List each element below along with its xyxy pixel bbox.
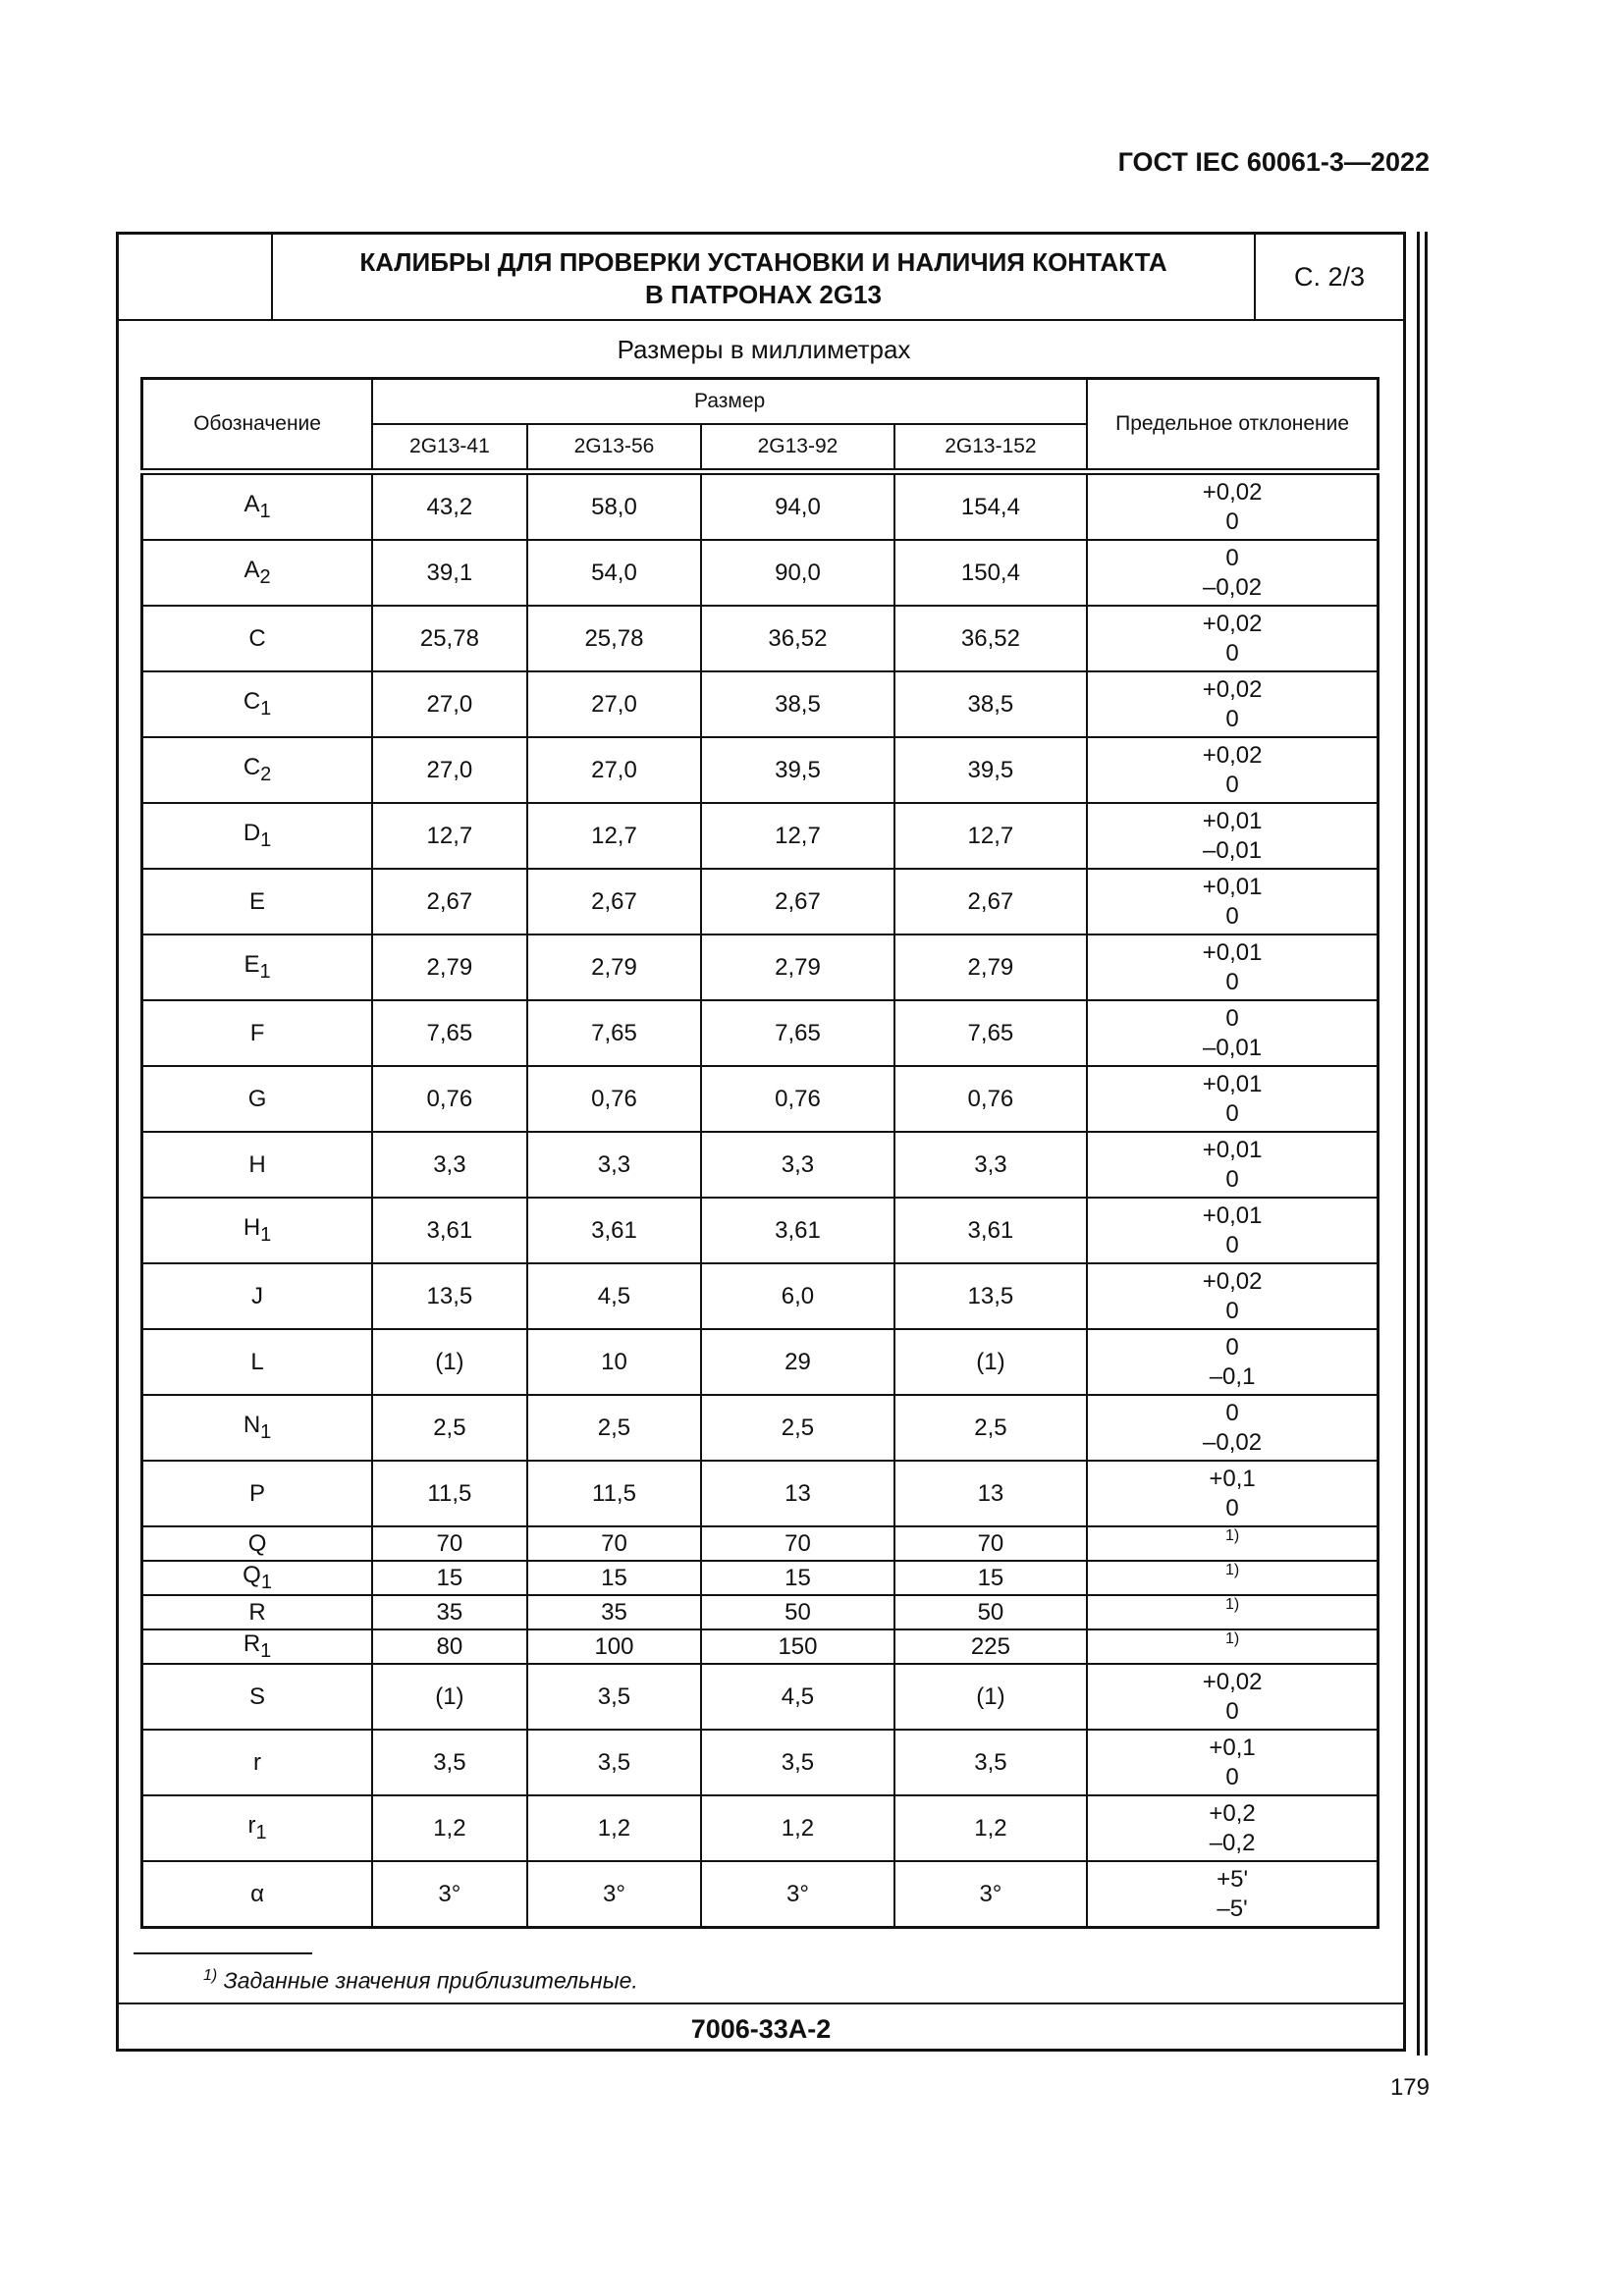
table-row xyxy=(142,803,1379,869)
designation-symbol: L xyxy=(250,1348,264,1375)
tolerance-cell xyxy=(1087,1263,1378,1329)
tolerance-lower: –0,1 xyxy=(1209,1362,1256,1390)
sheet-code: 7006-33A-2 xyxy=(119,2002,1403,2054)
size-value-cell: 2,67 xyxy=(894,869,1087,934)
size-value-cell: 2,67 xyxy=(372,869,527,934)
tolerance-upper: +0,1 xyxy=(1209,1465,1256,1492)
tolerance-lower: 0 xyxy=(1225,1697,1239,1725)
tolerance-upper: +0,02 xyxy=(1202,610,1263,637)
tolerance-upper: +0,02 xyxy=(1202,1668,1263,1695)
size-value-cell: 3,3 xyxy=(894,1132,1087,1198)
table-row xyxy=(142,934,1379,1000)
tolerance-upper: 0 xyxy=(1225,1333,1239,1361)
size-value-cell: 25,78 xyxy=(527,606,702,671)
tolerance-note-cell xyxy=(1087,1595,1378,1629)
size-value-cell: 90,0 xyxy=(701,540,893,606)
designation-symbol: D xyxy=(243,820,261,847)
footnote-ref: 1) xyxy=(1224,1596,1240,1613)
designation-cell xyxy=(142,671,373,737)
designation-cell xyxy=(142,472,373,541)
tolerance-lower: –5' xyxy=(1217,1895,1248,1922)
sheet-header xyxy=(119,235,1403,321)
table-row xyxy=(142,1629,1379,1664)
table-row xyxy=(142,737,1379,803)
header-size-col: 2G13-92 xyxy=(701,424,893,472)
header-size-col: 2G13-56 xyxy=(527,424,702,472)
table-row xyxy=(142,540,1379,606)
table-row xyxy=(142,1000,1379,1066)
size-value-cell: 3,5 xyxy=(372,1730,527,1795)
designation-symbol: r xyxy=(247,1812,256,1840)
size-value-cell: 3,61 xyxy=(894,1198,1087,1263)
footnote-ref: 1) xyxy=(1224,1630,1240,1647)
tolerance-lower: 0 xyxy=(1225,639,1239,667)
designation-subscript: 2 xyxy=(259,565,271,588)
size-value-cell: 3,5 xyxy=(527,1664,702,1730)
tolerance-cell xyxy=(1087,1730,1378,1795)
size-value-cell: 15 xyxy=(527,1561,702,1595)
size-value-cell: 36,52 xyxy=(701,606,893,671)
tolerance-upper: 0 xyxy=(1225,1399,1239,1426)
size-value-cell: 3° xyxy=(701,1861,893,1928)
size-value-cell: 12,7 xyxy=(701,803,893,869)
designation-symbol: N xyxy=(243,1412,261,1439)
size-value-cell: 7,65 xyxy=(527,1000,702,1066)
size-value-cell: 43,2 xyxy=(372,472,527,541)
tolerance-lower: 0 xyxy=(1225,1494,1239,1522)
tolerance-cell xyxy=(1087,1329,1378,1395)
tolerance-lower: 0 xyxy=(1225,507,1239,535)
designation-subscript: 1 xyxy=(260,1571,272,1593)
size-value-cell: 27,0 xyxy=(527,671,702,737)
sheet-frame xyxy=(116,232,1406,2052)
tolerance-lower: 0 xyxy=(1225,1231,1239,1258)
designation-subscript: 2 xyxy=(260,763,272,785)
size-value-cell: 94,0 xyxy=(701,472,893,541)
size-value-cell: 3° xyxy=(372,1861,527,1928)
size-value-cell: 2,79 xyxy=(527,934,702,1000)
table-row xyxy=(142,1595,1379,1629)
tolerance-lower: 0 xyxy=(1225,1297,1239,1324)
size-value-cell: 1,2 xyxy=(701,1795,893,1861)
tolerance-cell xyxy=(1087,1461,1378,1526)
size-value-cell: 29 xyxy=(701,1329,893,1395)
tolerance-lower: –0,01 xyxy=(1203,1034,1263,1061)
size-value-cell: 7,65 xyxy=(701,1000,893,1066)
size-value-cell: 11,5 xyxy=(372,1461,527,1526)
designation-subscript: 1 xyxy=(260,1223,272,1246)
tolerance-cell xyxy=(1087,606,1378,671)
table-row xyxy=(142,671,1379,737)
designation-symbol: C xyxy=(243,688,261,716)
size-value-cell: 3,61 xyxy=(701,1198,893,1263)
footnote-mark: 1) xyxy=(203,1967,218,1984)
size-value-cell: 15 xyxy=(372,1561,527,1595)
table-row xyxy=(142,869,1379,934)
tolerance-lower: 0 xyxy=(1225,705,1239,732)
size-value-cell: 39,5 xyxy=(701,737,893,803)
tolerance-upper: +0,01 xyxy=(1202,1136,1263,1163)
size-value-cell: 13,5 xyxy=(372,1263,527,1329)
designation-subscript: 1 xyxy=(259,500,271,522)
sheet-title-line1: КАЛИБРЫ ДЛЯ ПРОВЕРКИ УСТАНОВКИ И НАЛИЧИЯ КОНТАКТА xyxy=(359,247,1167,277)
designation-cell xyxy=(142,737,373,803)
tolerance-lower: 0 xyxy=(1225,1099,1239,1127)
designation-symbol: E xyxy=(249,887,266,915)
tolerance-cell xyxy=(1087,1198,1378,1263)
designation-symbol: F xyxy=(249,1019,265,1046)
size-value-cell: 2,79 xyxy=(701,934,893,1000)
size-value-cell: 2,79 xyxy=(894,934,1087,1000)
designation-symbol: R xyxy=(248,1598,266,1626)
size-value-cell: (1) xyxy=(372,1329,527,1395)
designation-cell xyxy=(142,1795,373,1861)
tolerance-cell xyxy=(1087,1664,1378,1730)
size-value-cell: 12,7 xyxy=(894,803,1087,869)
size-value-cell: (1) xyxy=(894,1329,1087,1395)
size-value-cell: 3,5 xyxy=(701,1730,893,1795)
size-value-cell: 27,0 xyxy=(372,737,527,803)
tolerance-cell xyxy=(1087,803,1378,869)
designation-symbol: Q xyxy=(243,1562,261,1589)
size-value-cell: 10 xyxy=(527,1329,702,1395)
tolerance-upper: +0,01 xyxy=(1202,873,1263,900)
size-value-cell: 1,2 xyxy=(894,1795,1087,1861)
designation-cell xyxy=(142,1000,373,1066)
tolerance-upper: +0,02 xyxy=(1202,1267,1263,1295)
table-row xyxy=(142,606,1379,671)
designation-symbol: R xyxy=(243,1630,261,1658)
designation-symbol: A xyxy=(243,557,260,584)
designation-symbol: G xyxy=(247,1085,267,1112)
tolerance-cell xyxy=(1087,934,1378,1000)
designation-cell xyxy=(142,1263,373,1329)
size-value-cell: 3,5 xyxy=(894,1730,1087,1795)
tolerance-upper: +0,02 xyxy=(1202,675,1263,703)
size-value-cell: 2,5 xyxy=(372,1395,527,1461)
table-row xyxy=(142,1561,1379,1595)
size-value-cell: 3,5 xyxy=(527,1730,702,1795)
tolerance-note-cell xyxy=(1087,1629,1378,1664)
tolerance-cell xyxy=(1087,472,1378,541)
size-value-cell: 15 xyxy=(894,1561,1087,1595)
tolerance-lower: 0 xyxy=(1225,1165,1239,1193)
tolerance-cell xyxy=(1087,1861,1378,1928)
designation-symbol: Q xyxy=(247,1529,267,1557)
tolerance-lower: 0 xyxy=(1225,968,1239,995)
size-value-cell: 15 xyxy=(701,1561,893,1595)
size-value-cell: 27,0 xyxy=(527,737,702,803)
sheet-title xyxy=(273,246,1254,311)
size-value-cell: 12,7 xyxy=(527,803,702,869)
table-row xyxy=(142,1461,1379,1526)
size-value-cell: 3,3 xyxy=(372,1132,527,1198)
size-value-cell: 80 xyxy=(372,1629,527,1664)
size-value-cell: 38,5 xyxy=(701,671,893,737)
designation-cell xyxy=(142,1730,373,1795)
designation-cell xyxy=(142,1461,373,1526)
size-value-cell: 2,67 xyxy=(701,869,893,934)
tolerance-cell xyxy=(1087,1000,1378,1066)
tolerance-cell xyxy=(1087,1132,1378,1198)
size-value-cell: 70 xyxy=(894,1526,1087,1561)
size-value-cell: 3° xyxy=(894,1861,1087,1928)
table-row xyxy=(142,1329,1379,1395)
header-size-col: 2G13-152 xyxy=(894,424,1087,472)
tolerance-lower: –0,02 xyxy=(1203,1428,1263,1456)
tolerance-upper: +0,01 xyxy=(1202,938,1263,966)
tolerance-lower: 0 xyxy=(1225,902,1239,930)
size-value-cell: 25,78 xyxy=(372,606,527,671)
size-value-cell: 39,5 xyxy=(894,737,1087,803)
tolerance-cell xyxy=(1087,671,1378,737)
size-value-cell: 154,4 xyxy=(894,472,1087,541)
tolerance-lower: –0,01 xyxy=(1203,836,1263,864)
designation-cell xyxy=(142,540,373,606)
table-row xyxy=(142,1861,1379,1928)
tolerance-cell xyxy=(1087,1795,1378,1861)
designation-cell xyxy=(142,1629,373,1664)
size-value-cell: 50 xyxy=(701,1595,893,1629)
size-value-cell: 35 xyxy=(527,1595,702,1629)
margin-rule xyxy=(1417,232,1420,2056)
size-value-cell: 2,79 xyxy=(372,934,527,1000)
designation-cell xyxy=(142,1595,373,1629)
standard-code: ГОСТ IEC 60061-3—2022 xyxy=(1117,147,1430,177)
designation-symbol: C xyxy=(248,624,266,652)
table-row xyxy=(142,1526,1379,1561)
designation-cell xyxy=(142,1561,373,1595)
size-value-cell: 70 xyxy=(527,1526,702,1561)
size-value-cell: 4,5 xyxy=(527,1263,702,1329)
tolerance-cell xyxy=(1087,1395,1378,1461)
designation-subscript: 1 xyxy=(255,1821,267,1843)
size-value-cell: 7,65 xyxy=(894,1000,1087,1066)
designation-symbol: α xyxy=(250,1880,264,1907)
tolerance-upper: +0,02 xyxy=(1202,741,1263,769)
designation-subscript: 1 xyxy=(259,960,271,983)
size-value-cell: 3,61 xyxy=(527,1198,702,1263)
footnote-text: Заданные значения приблизительные. xyxy=(223,1967,638,1994)
header-tolerance: Предельное отклонение xyxy=(1087,379,1378,472)
designation-cell xyxy=(142,1395,373,1461)
table-row xyxy=(142,1198,1379,1263)
tolerance-upper: +0,02 xyxy=(1202,478,1263,506)
page-number: 179 xyxy=(1389,2074,1430,2101)
size-value-cell: 225 xyxy=(894,1629,1087,1664)
size-value-cell: 70 xyxy=(701,1526,893,1561)
tolerance-lower: –0,2 xyxy=(1209,1829,1256,1856)
tolerance-cell xyxy=(1087,737,1378,803)
table-row xyxy=(142,1730,1379,1795)
footnote-ref: 1) xyxy=(1224,1527,1240,1544)
size-value-cell: 35 xyxy=(372,1595,527,1629)
size-value-cell: 36,52 xyxy=(894,606,1087,671)
tolerance-cell xyxy=(1087,540,1378,606)
footnote-ref: 1) xyxy=(1224,1562,1240,1578)
designation-symbol: C xyxy=(243,754,261,781)
size-value-cell: 50 xyxy=(894,1595,1087,1629)
size-value-cell: 2,5 xyxy=(894,1395,1087,1461)
designation-subscript: 1 xyxy=(260,697,272,720)
size-value-cell: 1,2 xyxy=(527,1795,702,1861)
tolerance-upper: +0,01 xyxy=(1202,1201,1263,1229)
margin-rule xyxy=(1425,232,1428,2056)
size-value-cell: 13,5 xyxy=(894,1263,1087,1329)
size-value-cell: 2,67 xyxy=(527,869,702,934)
designation-symbol: H xyxy=(243,1214,261,1242)
size-value-cell: (1) xyxy=(894,1664,1087,1730)
size-value-cell: 7,65 xyxy=(372,1000,527,1066)
size-value-cell: 54,0 xyxy=(527,540,702,606)
designation-symbol: E xyxy=(243,951,260,979)
size-value-cell: 150,4 xyxy=(894,540,1087,606)
header-size: Размер xyxy=(372,379,1087,425)
size-value-cell: 6,0 xyxy=(701,1263,893,1329)
size-value-cell: 3° xyxy=(527,1861,702,1928)
size-value-cell: 11,5 xyxy=(527,1461,702,1526)
size-value-cell: 2,5 xyxy=(527,1395,702,1461)
size-value-cell: 2,5 xyxy=(701,1395,893,1461)
table-row xyxy=(142,1664,1379,1730)
designation-cell xyxy=(142,1198,373,1263)
tolerance-lower: –0,02 xyxy=(1203,573,1263,601)
size-value-cell: 58,0 xyxy=(527,472,702,541)
designation-cell xyxy=(142,1132,373,1198)
tolerance-upper: +0,2 xyxy=(1209,1799,1256,1827)
designation-cell xyxy=(142,1526,373,1561)
designation-symbol: P xyxy=(249,1479,266,1507)
designation-cell xyxy=(142,1066,373,1132)
designation-cell xyxy=(142,1664,373,1730)
tolerance-upper: +0,1 xyxy=(1209,1734,1256,1761)
tolerance-upper: 0 xyxy=(1225,1004,1239,1032)
size-value-cell: 0,76 xyxy=(701,1066,893,1132)
table-row xyxy=(142,1132,1379,1198)
designation-subscript: 1 xyxy=(260,1420,272,1443)
tolerance-lower: 0 xyxy=(1225,771,1239,798)
sheet-number: С. 2/3 xyxy=(1293,262,1366,292)
size-value-cell: 12,7 xyxy=(372,803,527,869)
table-row xyxy=(142,1066,1379,1132)
tolerance-note-cell xyxy=(1087,1561,1378,1595)
tolerance-upper: +0,01 xyxy=(1202,1070,1263,1097)
size-value-cell: 0,76 xyxy=(372,1066,527,1132)
table-row xyxy=(142,1395,1379,1461)
designation-symbol: A xyxy=(243,491,260,518)
units-note: Размеры в миллиметрах xyxy=(617,335,911,364)
tolerance-upper: +5' xyxy=(1217,1865,1249,1893)
size-value-cell: 70 xyxy=(372,1526,527,1561)
designation-cell xyxy=(142,803,373,869)
size-value-cell: 1,2 xyxy=(372,1795,527,1861)
designation-cell xyxy=(142,1861,373,1928)
size-value-cell: 4,5 xyxy=(701,1664,893,1730)
size-value-cell: 0,76 xyxy=(894,1066,1087,1132)
header-size-col: 2G13-41 xyxy=(372,424,527,472)
table-row xyxy=(142,1263,1379,1329)
footnote-rule xyxy=(134,1952,312,1954)
table-row xyxy=(142,472,1379,541)
size-value-cell: (1) xyxy=(372,1664,527,1730)
tolerance-cell xyxy=(1087,1066,1378,1132)
size-value-cell: 13 xyxy=(894,1461,1087,1526)
designation-cell xyxy=(142,934,373,1000)
table-row xyxy=(142,1795,1379,1861)
dimensions-table xyxy=(140,377,1380,1929)
designation-cell xyxy=(142,869,373,934)
designation-subscript: 1 xyxy=(260,1639,272,1662)
size-value-cell: 100 xyxy=(527,1629,702,1664)
designation-symbol: S xyxy=(249,1682,266,1710)
size-value-cell: 3,3 xyxy=(701,1132,893,1198)
designation-symbol: H xyxy=(248,1150,266,1178)
designation-symbol: J xyxy=(251,1282,264,1309)
size-value-cell: 150 xyxy=(701,1629,893,1664)
tolerance-note-cell xyxy=(1087,1526,1378,1561)
size-value-cell: 38,5 xyxy=(894,671,1087,737)
designation-cell xyxy=(142,1329,373,1395)
size-value-cell: 27,0 xyxy=(372,671,527,737)
designation-symbol: r xyxy=(253,1748,262,1776)
size-value-cell: 13 xyxy=(701,1461,893,1526)
footnote xyxy=(203,1967,638,1995)
size-value-cell: 3,61 xyxy=(372,1198,527,1263)
size-value-cell: 3,3 xyxy=(527,1132,702,1198)
tolerance-upper: 0 xyxy=(1225,544,1239,571)
tolerance-lower: 0 xyxy=(1225,1763,1239,1790)
size-value-cell: 39,1 xyxy=(372,540,527,606)
designation-subscript: 1 xyxy=(260,828,272,851)
tolerance-cell xyxy=(1087,869,1378,934)
designation-cell xyxy=(142,606,373,671)
sheet-title-line2: В ПАТРОНАХ 2G13 xyxy=(645,280,882,309)
tolerance-upper: +0,01 xyxy=(1202,807,1263,834)
header-designation: Обозначение xyxy=(142,379,373,472)
size-value-cell: 0,76 xyxy=(527,1066,702,1132)
